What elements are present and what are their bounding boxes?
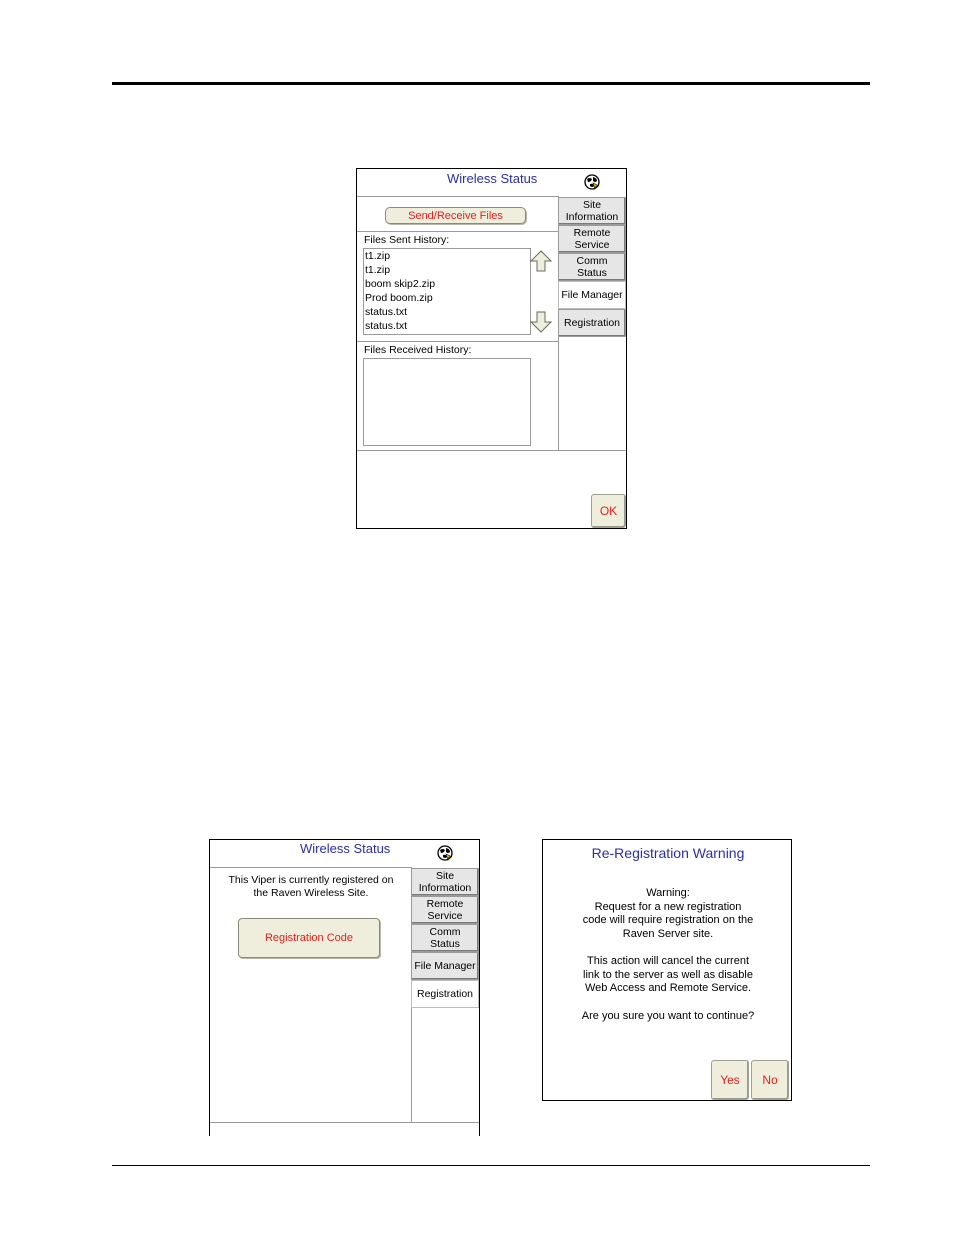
scroll-up-arrow-icon[interactable]	[530, 250, 552, 272]
registration-status-message: This Viper is currently registered on the Raven Wireless Site.	[228, 874, 394, 899]
tab-registration[interactable]: Registration	[558, 309, 626, 337]
registration-code-button[interactable]: Registration Code	[238, 918, 380, 958]
files-sent-list[interactable]	[363, 248, 531, 335]
tab-file-manager[interactable]: File Manager	[411, 952, 479, 980]
re-registration-warning-dialog	[542, 839, 792, 1101]
section-divider	[357, 341, 558, 342]
files-sent-history-label: Files Sent History:	[364, 234, 450, 246]
warning-paragraph-1: Warning: Request for a new registration code will require registration on the Raven Server site.	[582, 887, 754, 940]
title-divider	[210, 867, 411, 868]
warning-question: Are you sure you want to continue?	[581, 1010, 755, 1022]
tab-remote-service[interactable]: Remote Service	[558, 225, 626, 253]
list-item[interactable]: boom skip2.zip	[365, 278, 436, 290]
dialog-title: Re-Registration Warning	[591, 845, 745, 861]
warning-paragraph-2: This action will cancel the current link to the server as well as disable Web Access and Remote Service.	[583, 955, 753, 995]
tab-comm-status[interactable]: Comm Status	[411, 924, 479, 952]
wireless-status-file-manager-screen	[356, 168, 627, 529]
screen-title: Wireless Status	[447, 171, 538, 186]
scroll-down-arrow-icon[interactable]	[530, 311, 552, 333]
page-footer-rule	[112, 1165, 870, 1166]
tab-remote-service[interactable]: Remote Service	[411, 896, 479, 924]
list-item[interactable]: status.txt	[365, 306, 408, 318]
section-divider	[357, 231, 558, 232]
no-button[interactable]: No	[751, 1060, 789, 1100]
globe-status-icon	[437, 845, 453, 861]
title-divider	[357, 196, 558, 197]
tab-comm-status[interactable]: Comm Status	[558, 253, 626, 281]
list-item[interactable]: status.txt	[365, 320, 408, 332]
list-item[interactable]: t1.zip	[365, 264, 391, 276]
content-bottom-divider	[357, 450, 626, 451]
ok-button[interactable]: OK	[591, 494, 626, 528]
page-header-rule	[112, 82, 870, 85]
yes-button[interactable]: Yes	[711, 1060, 749, 1100]
list-item[interactable]: Prod boom.zip	[365, 292, 433, 304]
send-receive-files-button[interactable]: Send/Receive Files	[385, 207, 526, 224]
list-item[interactable]: t1.zip	[365, 250, 391, 262]
tab-site-information[interactable]: Site Information	[558, 197, 626, 225]
files-received-history-label: Files Received History:	[364, 344, 472, 356]
screen-title: Wireless Status	[300, 841, 391, 856]
tab-registration[interactable]: Registration	[411, 980, 479, 1008]
tab-file-manager[interactable]: File Manager	[558, 281, 626, 309]
globe-status-icon	[584, 174, 600, 190]
wireless-status-registration-screen	[209, 839, 480, 1136]
tab-site-information[interactable]: Site Information	[411, 868, 479, 896]
files-received-list[interactable]	[363, 358, 531, 446]
content-bottom-divider	[210, 1122, 479, 1123]
